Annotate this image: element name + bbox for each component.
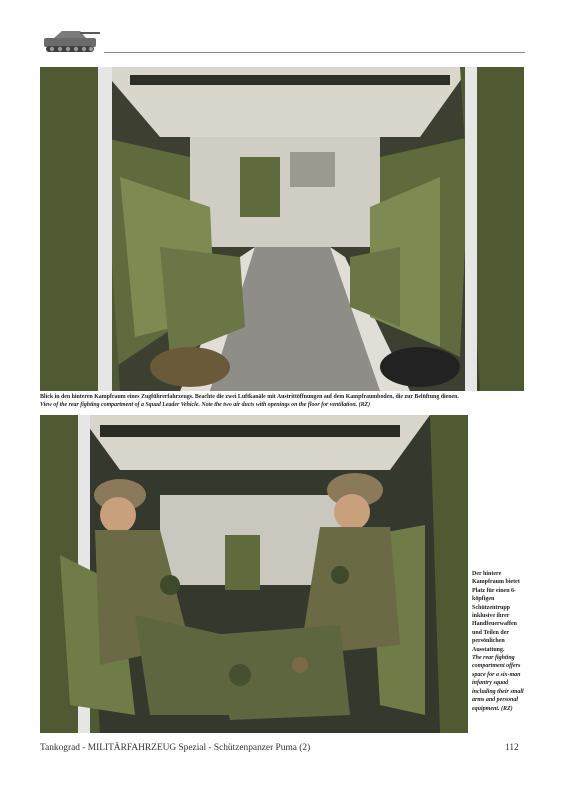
fighting-compartment-photo — [40, 67, 524, 391]
photo1-caption — [40, 393, 526, 409]
tank-silhouette-icon — [40, 22, 102, 56]
photo2-caption-de: Der hintere Kampfraum bietet Platz für einen 6-köpfigen Schützentrupp inklusive ihrer Handfeuerwaffen und Teilen der persönlichen Ausstattung. — [472, 571, 520, 653]
header-rule — [104, 52, 525, 53]
seated-squad-photo — [40, 415, 468, 733]
photo1-caption-de: Blick in den hinteren Kampfraum eines Zugführerfahrzeugs. Beachte die zwei Luftkanäle mit Austrittöffnungen auf dem Kampfraumboden, die zur Belüftung dienen. — [40, 394, 459, 400]
page-number: 112 — [505, 743, 519, 753]
footer-title: Tankograd - MILITÄRFAHRZEUG Spezial - Schützenpanzer Puma (2) — [40, 743, 311, 753]
photo2-caption-en: The rear fighting compartment offers space for a six-man infantry squad including their small arms and personal equipment. (RZ) — [472, 655, 524, 712]
photo2-caption — [472, 570, 528, 713]
photo1-caption-en: View of the rear fighting compartment of a Squad Leader Vehicle. Note the two air ducts with openings on the floor for ventilation. (RZ) — [40, 402, 371, 408]
